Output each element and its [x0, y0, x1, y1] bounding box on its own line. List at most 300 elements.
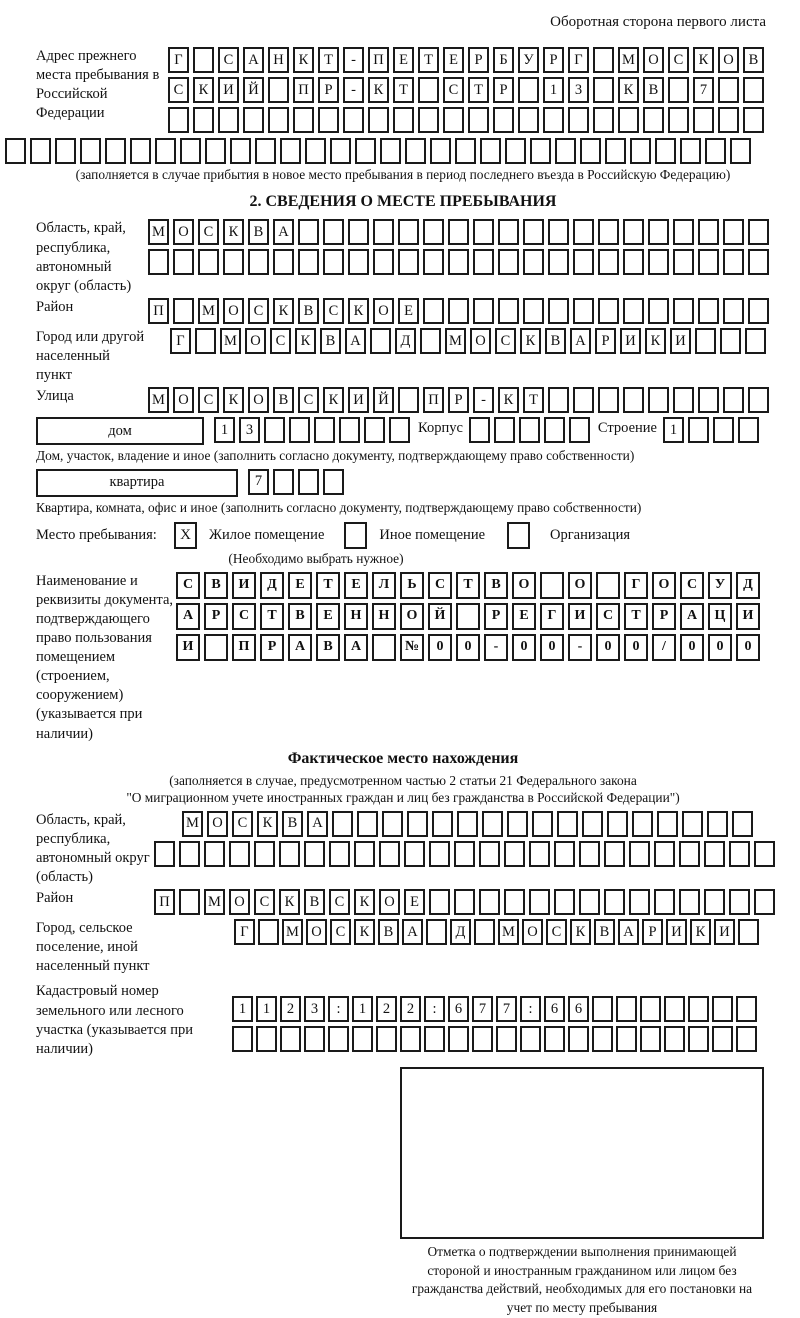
char-cell: Т	[456, 572, 480, 599]
char-cell: Р	[595, 328, 616, 354]
char-cell: 1	[214, 417, 235, 443]
cell-row	[663, 417, 759, 443]
char-cell: -	[484, 634, 508, 661]
char-cell: Г	[624, 572, 648, 599]
oblast-cells	[148, 219, 769, 279]
korpus-label: Корпус	[418, 420, 463, 437]
dom-row	[36, 417, 770, 445]
char-cell: О	[245, 328, 266, 354]
mesto-note: (Необходимо выбрать нужное)	[228, 551, 404, 567]
char-cell	[472, 1026, 493, 1052]
char-cell	[693, 107, 714, 133]
char-cell: О	[718, 47, 739, 73]
char-cell	[695, 328, 716, 354]
oblast-label: Область, край, республика, автономный округ (область)	[36, 220, 132, 294]
char-cell: С	[176, 572, 200, 599]
char-cell: О	[207, 811, 228, 837]
char-cell	[423, 249, 444, 275]
char-cell: Е	[344, 572, 368, 599]
document-cells	[176, 572, 760, 665]
fact-oblast-label: Область, край, республика, автономный округ (область)	[36, 811, 150, 885]
char-cell: Г	[234, 919, 255, 945]
char-cell	[698, 298, 719, 324]
cell-row	[154, 889, 775, 915]
char-cell	[496, 1026, 517, 1052]
char-cell	[264, 417, 285, 443]
char-cell	[713, 417, 734, 443]
char-cell: 0	[680, 634, 704, 661]
char-cell	[173, 298, 194, 324]
char-cell: Р	[642, 919, 663, 945]
char-cell: -	[343, 47, 364, 73]
char-cell	[548, 387, 569, 413]
cell-row-full	[5, 138, 770, 164]
char-cell: А	[344, 634, 368, 661]
char-cell: А	[618, 919, 639, 945]
char-cell: А	[307, 811, 328, 837]
char-cell: 0	[624, 634, 648, 661]
char-cell	[154, 841, 175, 867]
section2-header: 2. СВЕДЕНИЯ О МЕСТЕ ПРЕБЫВАНИЯ	[249, 193, 557, 211]
char-cell: Р	[260, 634, 284, 661]
char-cell	[698, 387, 719, 413]
char-cell	[604, 889, 625, 915]
char-cell: В	[545, 328, 566, 354]
char-cell	[555, 138, 576, 164]
fact-gorod-label: Город, сельское поселение, иной населенный пункт	[36, 920, 150, 975]
char-cell: О	[522, 919, 543, 945]
char-cell: Н	[268, 47, 289, 73]
char-cell: К	[368, 77, 389, 103]
char-cell: С	[330, 919, 351, 945]
char-cell: Т	[260, 603, 284, 630]
char-cell	[232, 1026, 253, 1052]
char-cell	[364, 417, 385, 443]
char-cell	[298, 219, 319, 245]
char-cell: 7	[496, 996, 517, 1022]
char-cell	[723, 298, 744, 324]
fact-note1: (заполняется в случае, предусмотренном частью 2 статьи 21 Федерального закона	[169, 772, 637, 788]
char-cell	[673, 387, 694, 413]
char-cell: К	[618, 77, 639, 103]
char-cell: 0	[456, 634, 480, 661]
char-cell: Р	[543, 47, 564, 73]
char-cell: В	[320, 328, 341, 354]
ulitsa-row	[36, 387, 770, 413]
char-cell	[723, 387, 744, 413]
char-cell: А	[570, 328, 591, 354]
oblast-row	[36, 219, 770, 296]
char-cell: В	[643, 77, 664, 103]
char-cell	[723, 219, 744, 245]
char-cell: Р	[204, 603, 228, 630]
char-cell	[429, 841, 450, 867]
char-cell	[593, 47, 614, 73]
char-cell	[280, 138, 301, 164]
char-cell: 1	[232, 996, 253, 1022]
char-cell: Т	[393, 77, 414, 103]
checkbox-organizatsiya	[507, 522, 530, 549]
char-cell	[430, 138, 451, 164]
char-cell: 7	[248, 469, 269, 495]
char-cell: И	[620, 328, 641, 354]
char-cell	[648, 298, 669, 324]
char-cell	[682, 811, 703, 837]
char-cell	[380, 138, 401, 164]
char-cell: С	[232, 811, 253, 837]
char-cell: 0	[512, 634, 536, 661]
char-cell	[432, 811, 453, 837]
char-cell	[193, 47, 214, 73]
raion-row	[36, 298, 770, 324]
char-cell: 0	[596, 634, 620, 661]
char-cell	[426, 919, 447, 945]
char-cell	[130, 138, 151, 164]
char-cell	[530, 138, 551, 164]
char-cell: О	[173, 219, 194, 245]
char-cell	[329, 841, 350, 867]
char-cell	[494, 417, 515, 443]
char-cell	[293, 107, 314, 133]
char-cell	[568, 1026, 589, 1052]
char-cell	[688, 417, 709, 443]
char-cell	[480, 138, 501, 164]
char-cell	[505, 138, 526, 164]
char-cell	[474, 919, 495, 945]
char-cell	[712, 996, 733, 1022]
char-cell	[579, 841, 600, 867]
char-cell: 3	[239, 417, 260, 443]
char-cell: К	[520, 328, 541, 354]
cell-row	[148, 219, 769, 245]
page-title: Оборотная сторона первого листа	[550, 14, 766, 30]
char-cell: П	[232, 634, 256, 661]
char-cell: У	[518, 47, 539, 73]
char-cell	[418, 107, 439, 133]
char-cell: О	[173, 387, 194, 413]
char-cell	[673, 249, 694, 275]
char-cell	[5, 138, 26, 164]
char-cell	[429, 889, 450, 915]
char-cell	[754, 889, 775, 915]
char-cell	[712, 1026, 733, 1052]
char-cell	[707, 811, 728, 837]
char-cell: М	[618, 47, 639, 73]
char-cell	[704, 889, 725, 915]
kvartira-row	[36, 469, 770, 497]
char-cell: П	[368, 47, 389, 73]
char-cell	[573, 219, 594, 245]
char-cell	[729, 889, 750, 915]
cell-row	[232, 996, 757, 1022]
char-cell	[448, 249, 469, 275]
cell-row	[176, 603, 760, 630]
char-cell: В	[594, 919, 615, 945]
char-cell	[382, 811, 403, 837]
char-cell: В	[288, 603, 312, 630]
char-cell	[592, 1026, 613, 1052]
char-cell: 1	[352, 996, 373, 1022]
char-cell: С	[254, 889, 275, 915]
char-cell	[330, 138, 351, 164]
char-cell: 2	[400, 996, 421, 1022]
char-cell	[407, 811, 428, 837]
char-cell: Р	[652, 603, 676, 630]
char-cell: М	[445, 328, 466, 354]
char-cell	[519, 417, 540, 443]
gorod-row	[36, 328, 770, 385]
char-cell	[529, 841, 550, 867]
char-cell	[643, 107, 664, 133]
char-cell	[616, 996, 637, 1022]
cell-row	[182, 811, 775, 837]
char-cell	[688, 1026, 709, 1052]
char-cell	[616, 1026, 637, 1052]
char-cell	[448, 219, 469, 245]
char-cell	[273, 249, 294, 275]
char-cell	[720, 328, 741, 354]
char-cell: К	[690, 919, 711, 945]
mesto-label: Место пребывания:	[36, 527, 157, 544]
char-cell	[629, 841, 650, 867]
char-cell	[623, 219, 644, 245]
fact-kadastr-label: Кадастровый номер земельного или лесного участка (указывается при наличии)	[36, 983, 193, 1057]
char-cell: К	[693, 47, 714, 73]
char-cell	[443, 107, 464, 133]
char-cell: М	[148, 219, 169, 245]
char-cell	[179, 841, 200, 867]
cell-row	[469, 417, 590, 443]
char-cell	[314, 417, 335, 443]
char-cell	[580, 138, 601, 164]
cell-row	[168, 107, 764, 133]
char-cell	[348, 249, 369, 275]
char-cell: М	[498, 919, 519, 945]
fact-oblast-cells	[154, 811, 775, 871]
char-cell: О	[643, 47, 664, 73]
char-cell	[205, 138, 226, 164]
char-cell: С	[680, 572, 704, 599]
char-cell	[640, 996, 661, 1022]
char-cell	[664, 1026, 685, 1052]
char-cell: К	[354, 889, 375, 915]
char-cell	[179, 889, 200, 915]
char-cell	[736, 1026, 757, 1052]
char-cell: О	[568, 572, 592, 599]
char-cell: Н	[344, 603, 368, 630]
char-cell	[529, 889, 550, 915]
char-cell	[420, 328, 441, 354]
stamp-section	[400, 1067, 764, 1318]
char-cell	[193, 107, 214, 133]
char-cell	[548, 249, 569, 275]
char-cell: 3	[304, 996, 325, 1022]
char-cell	[155, 138, 176, 164]
char-cell	[582, 811, 603, 837]
char-cell	[479, 889, 500, 915]
fact-header: Фактическое место нахождения	[287, 749, 519, 767]
char-cell: М	[220, 328, 241, 354]
char-cell	[518, 107, 539, 133]
mesto-option-inoe: Иное помещение	[379, 527, 486, 544]
char-cell	[173, 249, 194, 275]
char-cell	[730, 138, 751, 164]
char-cell: 0	[540, 634, 564, 661]
char-cell: К	[348, 298, 369, 324]
char-cell	[640, 1026, 661, 1052]
stamp-caption: Отметка о подтверждении выполнения принимающей стороной и иностранным гражданином или лицом без гражданства действий, необходимых для его постановки на учет по месту пребывания	[411, 1243, 753, 1316]
char-cell	[498, 219, 519, 245]
char-cell	[498, 249, 519, 275]
char-cell: А	[176, 603, 200, 630]
char-cell: А	[243, 47, 264, 73]
char-cell	[648, 387, 669, 413]
char-cell: О	[248, 387, 269, 413]
char-cell: А	[345, 328, 366, 354]
char-cell: И	[348, 387, 369, 413]
char-cell	[504, 889, 525, 915]
char-cell: Т	[523, 387, 544, 413]
char-cell: Е	[443, 47, 464, 73]
char-cell	[304, 1026, 325, 1052]
char-cell	[404, 841, 425, 867]
cell-row	[176, 634, 760, 661]
document-block	[36, 572, 770, 744]
char-cell	[579, 889, 600, 915]
char-cell: С	[668, 47, 689, 73]
char-cell: Г	[170, 328, 191, 354]
cell-row	[232, 1026, 757, 1052]
char-cell	[448, 1026, 469, 1052]
cell-row	[148, 387, 769, 413]
char-cell	[400, 1026, 421, 1052]
char-cell: О	[379, 889, 400, 915]
char-cell: К	[570, 919, 591, 945]
char-cell	[393, 107, 414, 133]
char-cell: Т	[468, 77, 489, 103]
char-cell	[668, 107, 689, 133]
char-cell	[423, 219, 444, 245]
char-cell	[323, 219, 344, 245]
char-cell	[298, 249, 319, 275]
char-cell	[598, 387, 619, 413]
char-cell	[180, 138, 201, 164]
cell-row	[170, 328, 766, 354]
char-cell	[618, 107, 639, 133]
char-cell	[596, 572, 620, 599]
char-cell: К	[257, 811, 278, 837]
char-cell	[592, 996, 613, 1022]
char-cell	[648, 249, 669, 275]
char-cell	[604, 841, 625, 867]
char-cell: В	[378, 919, 399, 945]
char-cell: О	[512, 572, 536, 599]
char-cell: О	[373, 298, 394, 324]
char-cell: И	[670, 328, 691, 354]
char-cell	[557, 811, 578, 837]
char-cell	[455, 138, 476, 164]
mesto-option-org: Организация	[550, 527, 630, 544]
char-cell	[30, 138, 51, 164]
char-cell	[195, 328, 216, 354]
char-cell	[673, 219, 694, 245]
cell-row	[234, 919, 759, 945]
char-cell	[718, 107, 739, 133]
char-cell	[456, 603, 480, 630]
char-cell	[543, 107, 564, 133]
char-cell: К	[273, 298, 294, 324]
char-cell	[540, 572, 564, 599]
char-cell: В	[273, 387, 294, 413]
char-cell	[532, 811, 553, 837]
char-cell	[518, 77, 539, 103]
char-cell	[698, 219, 719, 245]
char-cell: М	[204, 889, 225, 915]
char-cell: П	[154, 889, 175, 915]
raion-label: Район	[36, 298, 74, 315]
confirmation-stamp-box	[400, 1067, 764, 1239]
char-cell	[469, 417, 490, 443]
fact-raion-row	[36, 889, 770, 915]
char-cell	[357, 811, 378, 837]
char-cell: И	[568, 603, 592, 630]
char-cell: Л	[372, 572, 396, 599]
char-cell: 7	[693, 77, 714, 103]
char-cell: 3	[568, 77, 589, 103]
cell-row	[168, 77, 764, 103]
char-cell: /	[652, 634, 676, 661]
char-cell	[418, 77, 439, 103]
char-cell	[268, 77, 289, 103]
char-cell: А	[273, 219, 294, 245]
char-cell	[593, 77, 614, 103]
char-cell	[655, 138, 676, 164]
char-cell	[745, 328, 766, 354]
char-cell	[398, 387, 419, 413]
char-cell	[354, 841, 375, 867]
char-cell	[754, 841, 775, 867]
char-cell: Р	[468, 47, 489, 73]
char-cell: 2	[376, 996, 397, 1022]
char-cell	[473, 249, 494, 275]
char-cell	[454, 841, 475, 867]
char-cell: Н	[372, 603, 396, 630]
fact-raion-label: Район	[36, 890, 74, 907]
char-cell	[355, 138, 376, 164]
char-cell	[389, 417, 410, 443]
char-cell	[258, 919, 279, 945]
char-cell	[738, 919, 759, 945]
char-cell: Г	[168, 47, 189, 73]
char-cell: Т	[624, 603, 648, 630]
char-cell: К	[293, 47, 314, 73]
kvartira-note: Квартира, комната, офис и иное (заполнить согласно документу, подтверждающему право собственности)	[36, 499, 642, 515]
cell-row	[168, 47, 764, 73]
char-cell	[448, 298, 469, 324]
char-cell	[372, 634, 396, 661]
char-cell	[573, 298, 594, 324]
char-cell: С	[546, 919, 567, 945]
char-cell: Г	[540, 603, 564, 630]
char-cell: 1	[663, 417, 684, 443]
char-cell: В	[484, 572, 508, 599]
checkbox-zhiloe: X	[174, 522, 197, 549]
prev-address-label: Адрес прежнего места пребывания в Российской Федерации	[36, 48, 160, 122]
char-cell: :	[328, 996, 349, 1022]
char-cell	[332, 811, 353, 837]
char-cell: 6	[568, 996, 589, 1022]
char-cell	[598, 219, 619, 245]
